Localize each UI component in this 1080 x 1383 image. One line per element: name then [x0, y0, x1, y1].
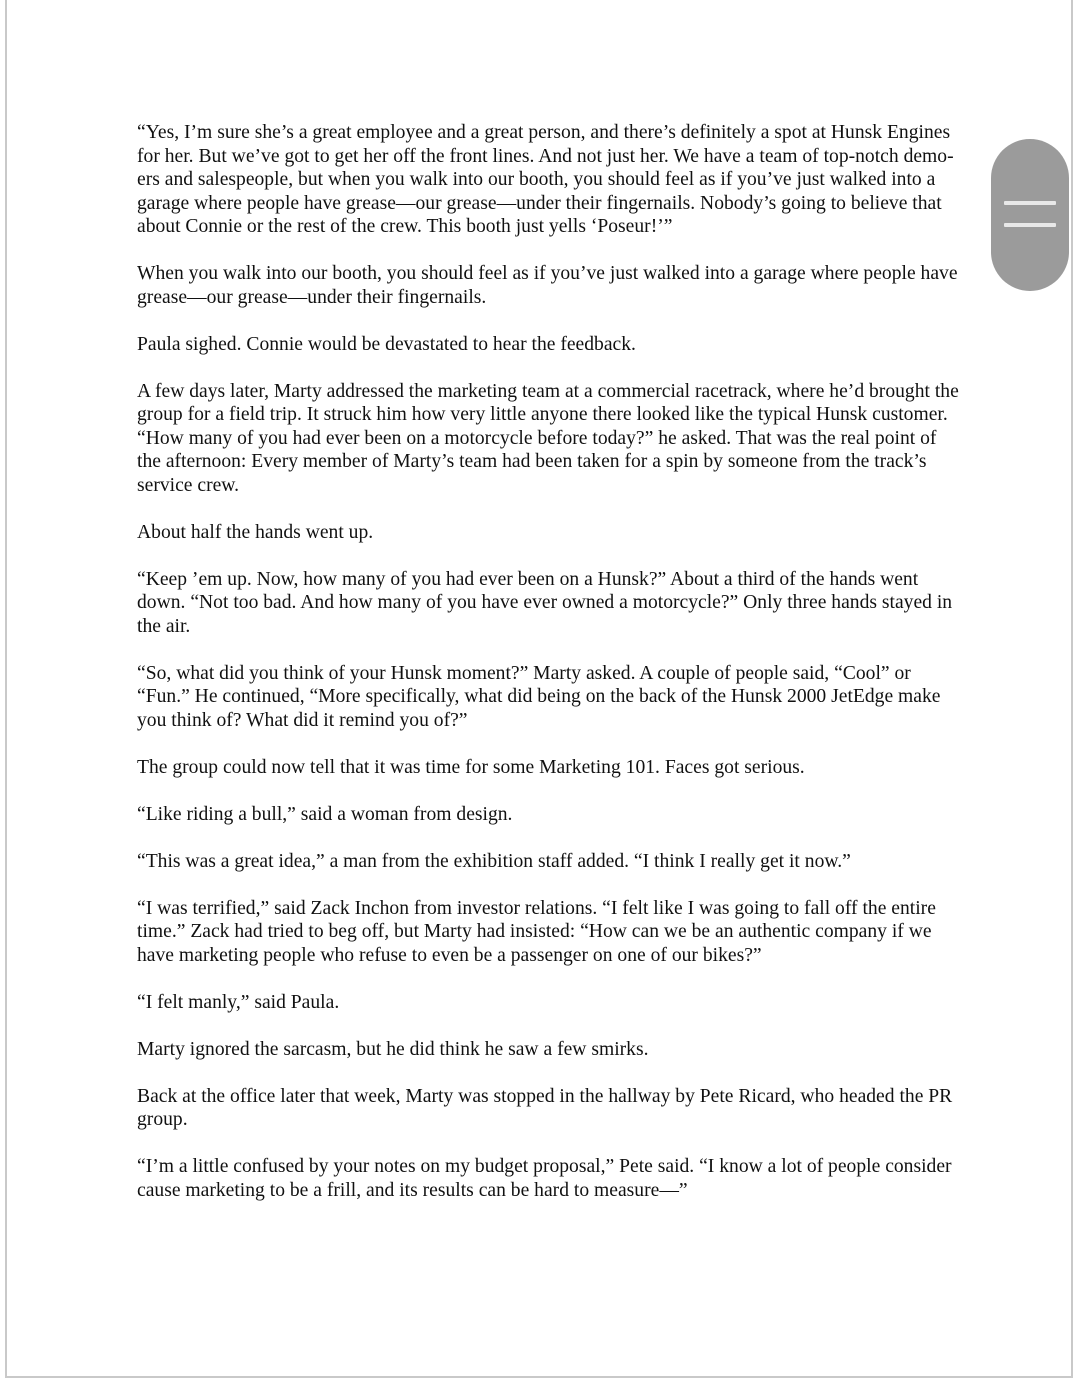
paragraph: “Like riding a bull,” said a woman from design.: [137, 803, 513, 825]
scroll-handle[interactable]: [991, 139, 1069, 291]
paragraph: The group could now tell that it was time for some Marketing 101. Faces got serious.: [137, 756, 805, 778]
paragraph: Paula sighed. Connie would be devastated to hear the feedback.: [137, 333, 636, 355]
paragraph: “I’m a little confused by your notes on my budget proposal,” Pete said. “I know a lot of people consider cause marketing to be a frill, and its results can be hard to measure—”: [137, 1156, 952, 1201]
paragraph: “So, what did you think of your Hunsk moment?” Marty asked. A couple of people said, “Cool” or “Fun.” He continued, “More specifically, what did being on the back of the Hunsk 2000 JetEdge make you think of? What did it remind you of?”: [137, 662, 941, 731]
paragraph: “Yes, I’m sure she’s a great employee and a great person, and there’s definitely a spot at Hunsk Engines for her. But we’ve got to get her off the front lines. And not just her. We have a team of top-notch demo-ers and salespeople, but when you walk into our booth, you should feel as if you’ve just walked into a garage where people have grease—our grease—under their fingernails. Nobody’s going to believe that about Connie or the rest of the crew. This booth just yells ‘Poseur!’”: [137, 122, 954, 237]
paragraph: Marty ignored the sarcasm, but he did think he saw a few smirks.: [137, 1038, 649, 1060]
document-page: [5, 0, 1073, 1378]
document-body: [137, 121, 959, 1226]
paragraph: About half the hands went up.: [137, 521, 374, 543]
paragraph: “I felt manly,” said Paula.: [137, 991, 340, 1013]
paragraph: “I was terrified,” said Zack Inchon from investor relations. “I felt like I was going to fall off the entire time.” Zack had tried to beg off, but Marty had insisted: “How can we be an authentic company if we have marketing people who refuse to even be a passenger on one of our bikes?”: [137, 897, 936, 966]
paragraph: When you walk into our booth, you should feel as if you’ve just walked into a garage where people have grease—our grease—under their fingernails.: [137, 263, 958, 308]
paragraph: “This was a great idea,” a man from the exhibition staff added. “I think I really get it now.”: [137, 850, 851, 872]
drag-handle-icon: [1004, 201, 1056, 205]
paragraph: “Keep ’em up. Now, how many of you had ever been on a Hunsk?” About a third of the hands went down. “Not too bad. And how many of you have ever owned a motorcycle?” Only three hands stayed in the air.: [137, 568, 953, 637]
drag-handle-icon: [1004, 223, 1056, 227]
paragraph: Back at the office later that week, Marty was stopped in the hallway by Pete Ricard, who headed the PR group.: [137, 1085, 953, 1130]
paragraph: A few days later, Marty addressed the marketing team at a commercial racetrack, where he’d brought the group for a field trip. It struck him how very little anyone there looked like the typical Hunsk customer. “How many of you had ever been on a motorcycle before today?” he asked. That was the real point of the afternoon: Every member of Marty’s team had been taken for a spin by someone from the track’s service crew.: [137, 380, 959, 496]
